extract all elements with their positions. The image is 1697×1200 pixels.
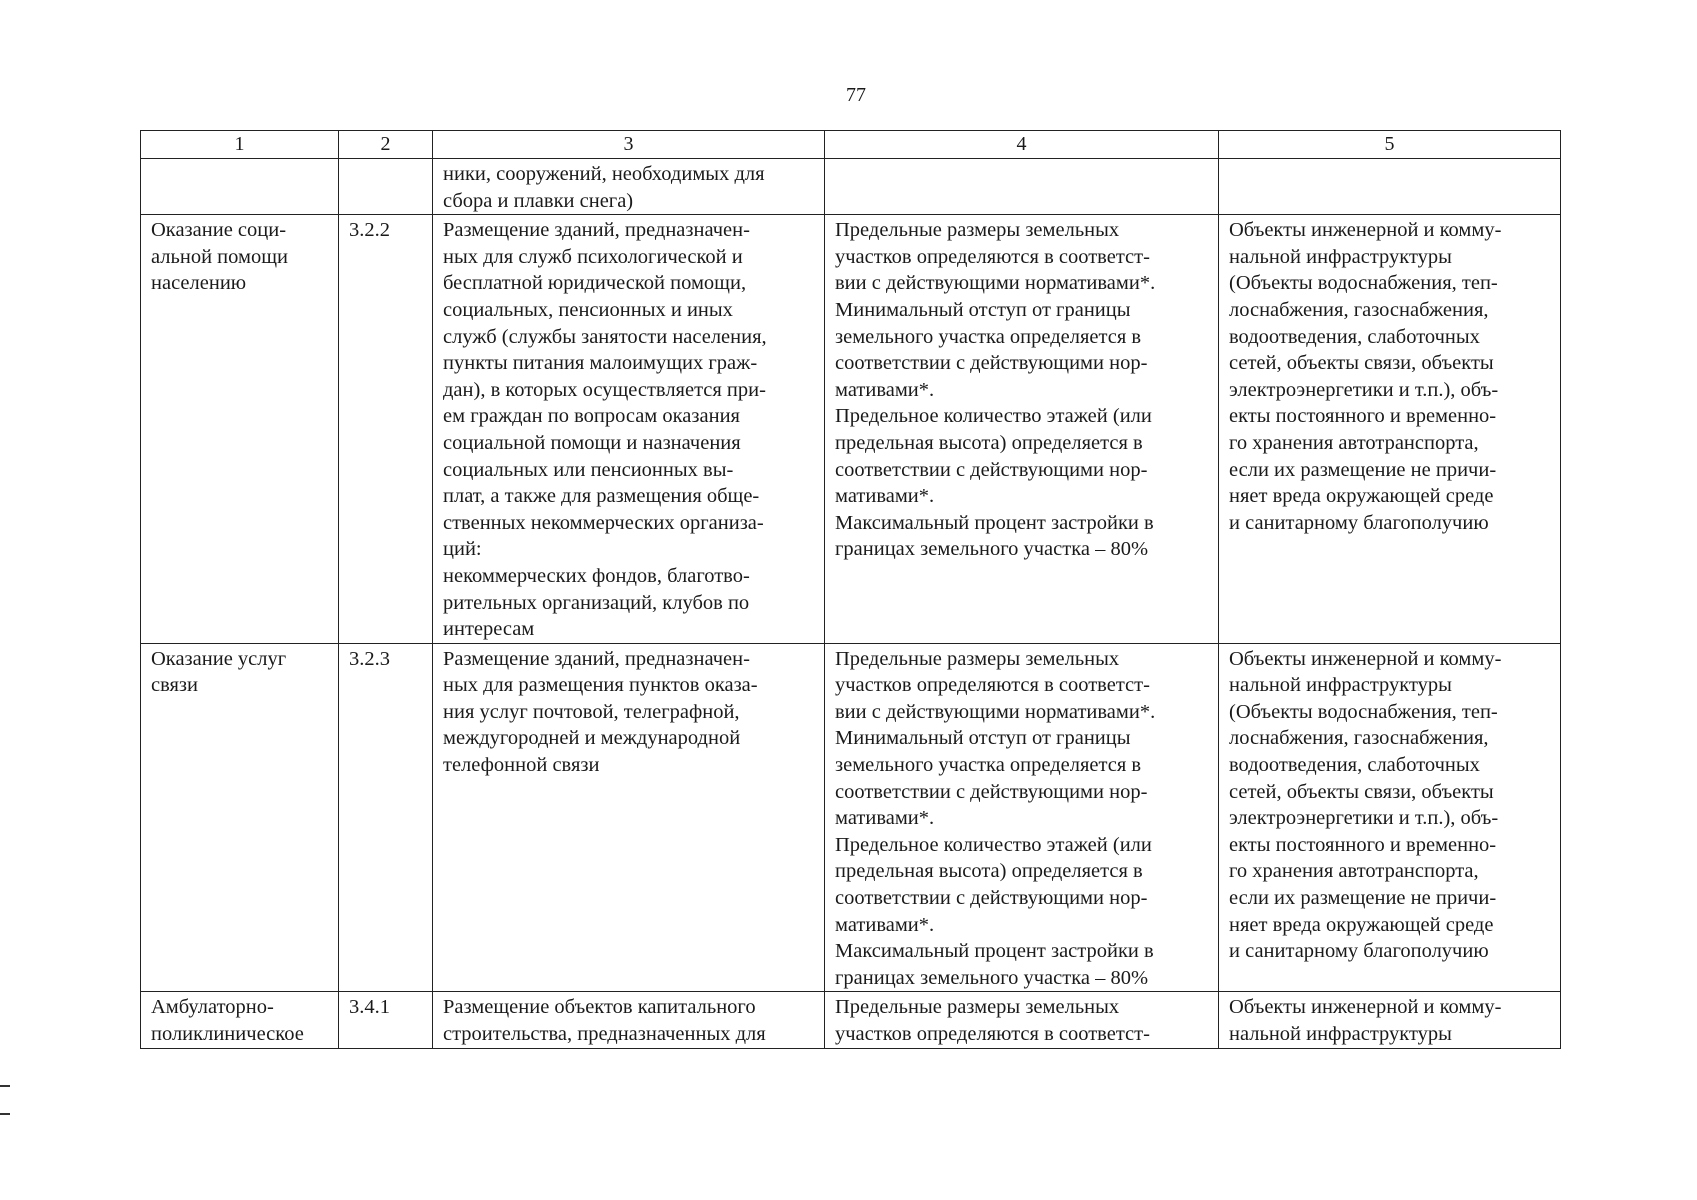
auxiliary-uses-cell bbox=[1219, 159, 1561, 215]
column-number-5: 5 bbox=[1219, 131, 1561, 159]
use-code-cell bbox=[339, 159, 433, 215]
use-description-cell: Размещение зданий, предназначен- ных для размещения пунктов оказа- ния услуг почтовой, телеграфной, междугородней и международной телефонной связи bbox=[433, 643, 825, 992]
use-name-cell: Оказание соци- альной помощи населению bbox=[141, 215, 339, 644]
use-name-cell: Амбулаторно- поликлиническое bbox=[141, 992, 339, 1048]
use-description-cell: ники, сооружений, необходимых для сбора и плавки снега) bbox=[433, 159, 825, 215]
use-description-cell: Размещение зданий, предназначен- ных для служб психологической и бесплатной юридической помощи, социальных, пенсионных и иных служб (службы занятости населения, пункты питания малоимущих граж- дан), в которых осуществляется при- ем граждан по вопросам оказания социальной помощи и назначения социальных или пенсионных вы- плат, а также для размещения обще- ственных некоммерческих организа- ций: некоммерческих фондов, благотво- рительных организаций, клубов по интересам bbox=[433, 215, 825, 644]
scan-edge-mark bbox=[0, 1113, 10, 1115]
use-code-cell: 3.2.2 bbox=[339, 215, 433, 644]
column-number-row bbox=[141, 131, 1561, 159]
use-name-cell: Оказание услуг связи bbox=[141, 643, 339, 992]
column-number-2: 2 bbox=[339, 131, 433, 159]
column-number-1: 1 bbox=[141, 131, 339, 159]
auxiliary-uses-cell: Объекты инженерной и комму- нальной инфраструктуры bbox=[1219, 992, 1561, 1048]
parameters-cell: Предельные размеры земельных участков определяются в соответст- вии с действующими нормативами*. Минимальный отступ от границы земельного участка определяется в соответствии с действующими нор- мативами*. Предельное количество этажей (или предельная высота) определяется в соответствии с действующими нор- мативами*. Максимальный процент застройки в границах земельного участка – 80% bbox=[825, 215, 1219, 644]
auxiliary-uses-cell: Объекты инженерной и комму- нальной инфраструктуры (Объекты водоснабжения, теп- лоснабжения, газоснабжения, водоотведения, слаботочных сетей, объекты связи, объекты электроэнергетики и т.п.), объ- екты постоянного и временно- го хранения автотранспорта, если их размещение не причи- няет вреда окружающей среде и санитарному благополучию bbox=[1219, 215, 1561, 644]
use-code-cell: 3.2.3 bbox=[339, 643, 433, 992]
table-row bbox=[141, 215, 1561, 644]
use-description-cell: Размещение объектов капитального строительства, предназначенных для bbox=[433, 992, 825, 1048]
use-name-cell bbox=[141, 159, 339, 215]
page-number: 77 bbox=[846, 84, 866, 106]
table-row bbox=[141, 159, 1561, 215]
scan-edge-mark bbox=[0, 1085, 10, 1087]
column-number-4: 4 bbox=[825, 131, 1219, 159]
auxiliary-uses-cell: Объекты инженерной и комму- нальной инфраструктуры (Объекты водоснабжения, теп- лоснабжения, газоснабжения, водоотведения, слаботочных сетей, объекты связи, объекты электроэнергетики и т.п.), объ- екты постоянного и временно- го хранения автотранспорта, если их размещение не причи- няет вреда окружающей среде и санитарному благополучию bbox=[1219, 643, 1561, 992]
column-number-3: 3 bbox=[433, 131, 825, 159]
table-row bbox=[141, 992, 1561, 1048]
parameters-cell bbox=[825, 159, 1219, 215]
use-code-cell: 3.4.1 bbox=[339, 992, 433, 1048]
parameters-cell: Предельные размеры земельных участков определяются в соответст- bbox=[825, 992, 1219, 1048]
parameters-cell: Предельные размеры земельных участков определяются в соответст- вии с действующими нормативами*. Минимальный отступ от границы земельного участка определяется в соответствии с действующими нор- мативами*. Предельное количество этажей (или предельная высота) определяется в соответствии с действующими нор- мативами*. Максимальный процент застройки в границах земельного участка – 80% bbox=[825, 643, 1219, 992]
land-use-table bbox=[140, 130, 1561, 1049]
table-row bbox=[141, 643, 1561, 992]
